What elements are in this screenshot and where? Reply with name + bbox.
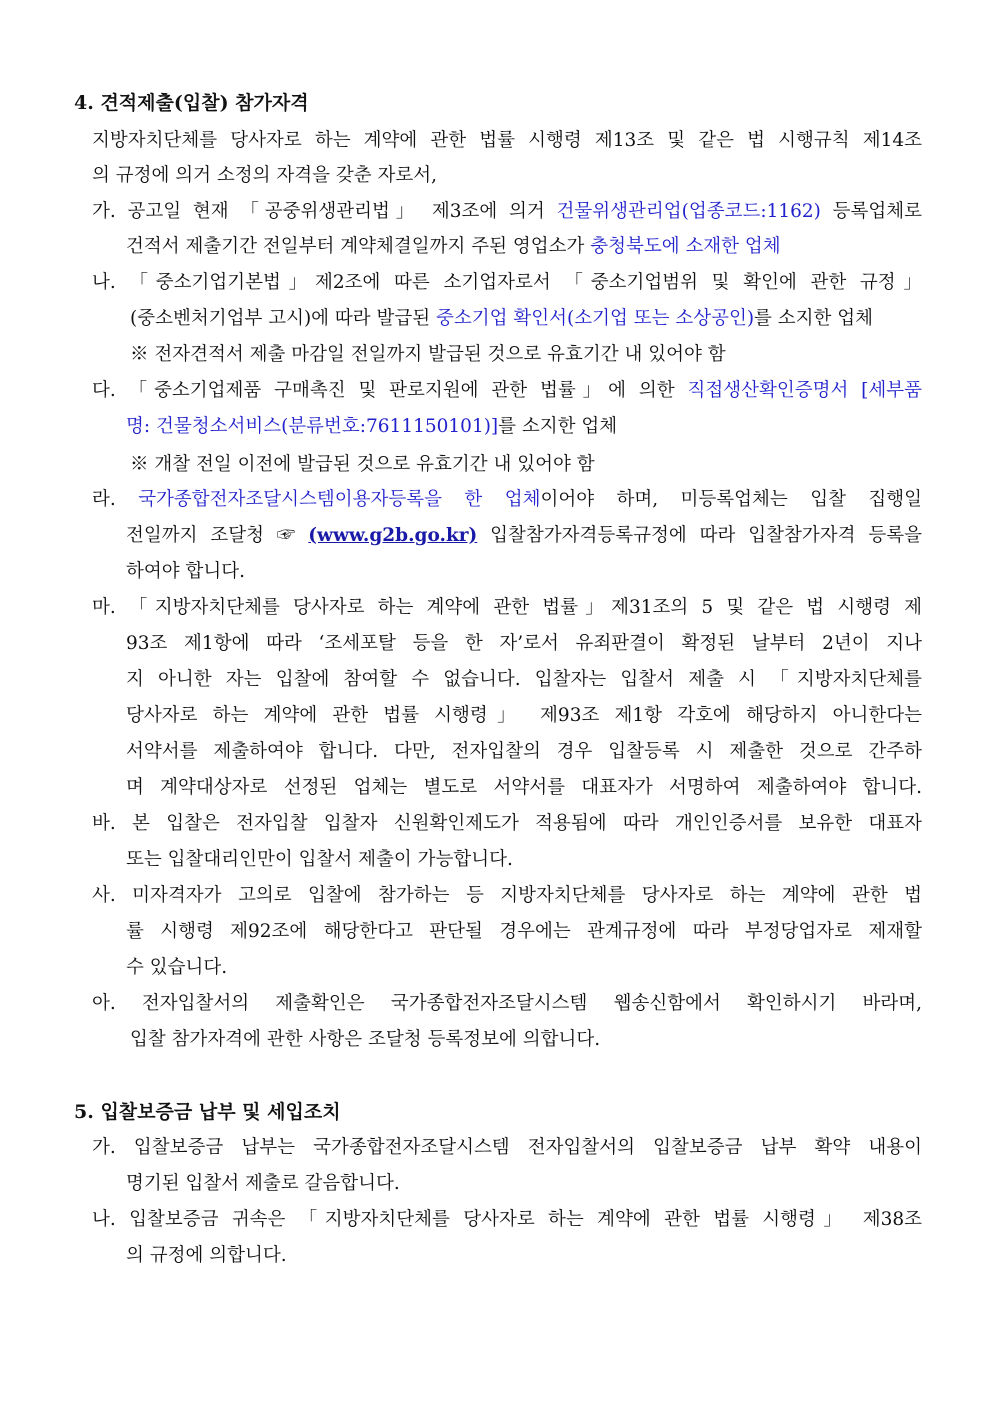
item-ra-line-1 bbox=[92, 487, 922, 513]
item-da-note: ※ 개찰 전일 이전에 발급된 것으로 유효기간 내 있어야 함 bbox=[130, 454, 595, 475]
item-sa-line-3: 수 있습니다. bbox=[126, 957, 228, 978]
item-ma-line-2: 93조 제1항에 따라 ‘조세포탈 등을 한 자’로서 유죄판결이 확정된 날부터 2년이 지나 bbox=[126, 633, 922, 654]
item-ma-line-3: 지 아니한 자는 입찰에 참여할 수 없습니다. 입찰자는 입찰서 제출 시 「지방자치단체를 bbox=[126, 669, 922, 690]
g2b-link[interactable]: (www.g2b.go.kr) bbox=[308, 525, 478, 546]
item-sa-line-2: 률 시행령 제92조에 해당한다고 판단될 경우에는 관계규정에 따라 부정당업자로 제재할 bbox=[126, 921, 922, 942]
item-ma-line-6: 며 계약대상자로 선정된 업체는 별도로 서약서를 대표자가 서명하여 제출하여야 합니다. bbox=[126, 777, 922, 798]
item-ga-text-2: 건적서 제출기간 전일부터 계약체결일까지 주된 영업소가 bbox=[126, 236, 591, 257]
sec4-intro-line-2: 의 규정에 의거 소정의 자격을 갖춘 자로서, bbox=[92, 165, 437, 186]
item-na-note: ※ 전자견적서 제출 마감일 전일까지 발급된 것으로 유효기간 내 있어야 함 bbox=[130, 344, 726, 365]
item-na-text: (중소벤처기업부 고시)에 따라 발급된 bbox=[130, 308, 437, 329]
item-ra-text-3: 입찰참가자격등록규정에 따라 입찰참가자격 등록을 bbox=[477, 525, 922, 546]
item-sa-line-1: 사. 미자격자가 고의로 입찰에 참가하는 등 지방자치단체를 당사자로 하는 계약에 관한 법 bbox=[92, 885, 922, 906]
item-da-line-2 bbox=[126, 414, 617, 440]
item-ra-text: 이어야 하며, 미등록업체는 입찰 집행일 bbox=[540, 489, 922, 510]
item-ga-line-1 bbox=[92, 199, 922, 225]
item-ga-text: 가. 공고일 현재 「공중위생관리법」 제3조에 의거 bbox=[92, 201, 557, 222]
item-ma-line-1: 마. 「지방자치단체를 당사자로 하는 계약에 관한 법률」제31조의 5 및 같은 법 시행령 제 bbox=[92, 597, 922, 618]
section-4-heading: 4. 견적제출(입찰) 참가자격 bbox=[74, 92, 309, 114]
item-ra-line-3: 하여야 합니다. bbox=[126, 561, 245, 582]
business-type-highlight: 건물위생관리업(업종코드:1162) bbox=[556, 201, 821, 222]
sec5-ga-line-2: 명기된 입찰서 제출로 갈음합니다. bbox=[126, 1173, 400, 1194]
item-na-text-end: 를 소지한 업체 bbox=[754, 308, 874, 329]
product-name-highlight: 명: 건물청소서비스(분류번호:7611150101)] bbox=[126, 416, 499, 437]
item-ga-line-2 bbox=[126, 234, 781, 260]
item-ma-line-4: 당사자로 하는 계약에 관한 법률 시행령」 제93조 제1항 각호에 해당하지 아니한다는 bbox=[126, 705, 922, 726]
production-certificate-highlight: 직접생산확인증명서 [세부품 bbox=[687, 380, 922, 401]
item-ga-text-end: 등록업체로 bbox=[820, 201, 922, 222]
item-ra-prefix: 라. bbox=[92, 489, 139, 510]
item-a-line-1: 아. 전자입찰서의 제출확인은 국가종합전자조달시스템 웹송신함에서 확인하시기 바라며, bbox=[92, 993, 922, 1014]
sec4-intro-line-1: 지방자치단체를 당사자로 하는 계약에 관한 법률 시행령 제13조 및 같은 법 시행규칙 제14조 bbox=[92, 130, 922, 151]
item-ma-line-5: 서약서를 제출하여야 합니다. 다만, 전자입찰의 경우 입찰등록 시 제출한 것으로 간주하 bbox=[126, 741, 922, 762]
item-ba-line-1: 바. 본 입찰은 전자입찰 입찰자 신원확인제도가 적용됨에 따라 개인인증서를 보유한 대표자 bbox=[92, 813, 922, 834]
item-ra-line-2 bbox=[126, 523, 922, 549]
item-da-text-end: 를 소지한 업체 bbox=[498, 416, 618, 437]
item-a-line-2: 입찰 참가자격에 관한 사항은 조달청 등록정보에 의합니다. bbox=[130, 1029, 601, 1050]
sme-certificate-highlight: 중소기업 확인서(소기업 또는 소상공인) bbox=[436, 308, 755, 329]
section-5-heading: 5. 입찰보증금 납부 및 세입조치 bbox=[74, 1101, 341, 1123]
item-da-text: 다. 「중소기업제품 구매촉진 및 판로지원에 관한 법률」에 의한 bbox=[92, 380, 688, 401]
registration-highlight: 국가종합전자조달시스템이용자등록을 한 업체 bbox=[138, 489, 541, 510]
item-ba-line-2: 또는 입찰대리인만이 입찰서 제출이 가능합니다. bbox=[126, 849, 513, 870]
sec5-na-line-1: 나. 입찰보증금 귀속은 「지방자치단체를 당사자로 하는 계약에 관한 법률 시행령」 제38조 bbox=[92, 1209, 922, 1230]
item-ra-text-2: 전일까지 조달청 ☞ bbox=[126, 525, 309, 546]
item-na-line-2 bbox=[130, 306, 873, 332]
item-da-line-1 bbox=[92, 378, 922, 404]
item-na-line-1: 나. 「중소기업기본법」제2조에 따른 소기업자로서 「중소기업범위 및 확인에 관한 규정」 bbox=[92, 272, 922, 293]
sec5-na-line-2: 의 규정에 의합니다. bbox=[126, 1245, 287, 1266]
region-highlight: 충청북도에 소재한 업체 bbox=[590, 236, 781, 257]
sec5-ga-line-1: 가. 입찰보증금 납부는 국가종합전자조달시스템 전자입찰서의 입찰보증금 납부 확약 내용이 bbox=[92, 1137, 922, 1158]
